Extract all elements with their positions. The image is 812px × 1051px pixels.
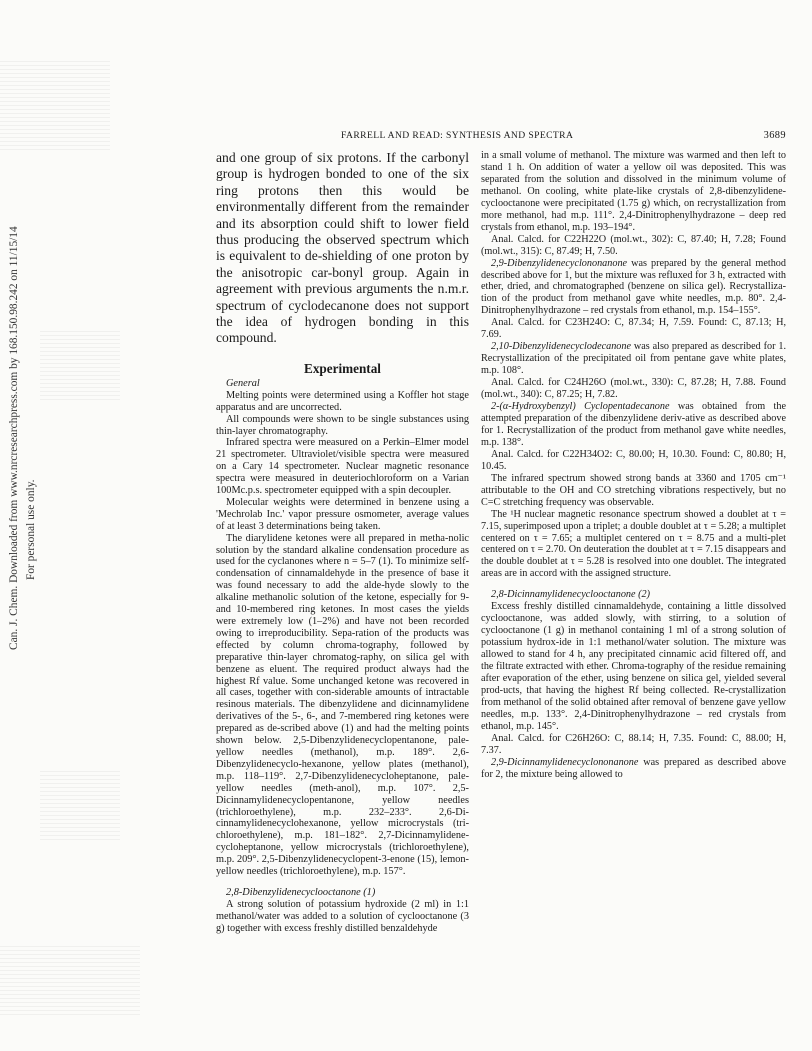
left-column <box>216 150 469 935</box>
section-heading-experimental: Experimental <box>304 360 381 376</box>
paragraph: 2,10-Dibenzylidenecyclodecanone was also prepared as described for 1. Recrystallization of the precipitated oil from pentane gave white plates, m.p. 108°. <box>481 341 786 377</box>
paragraph: The diarylidene ketones were all prepared in metha-nolic solution by the standard alkaline condensation procedure as used for the cyclanones where n = 5–7 (1). To minimize self-condensation of cinnamaldehyde in the presence of base it was found necessary to add the alde-hyde slowly to the alkaline methanolic solution of the ketone, especially for 9- and 10-membered ring ketones. In most cases the yields were extremely low (1–2%) and have not been recorded owing to irreproducibility. Sepa-ration of the products was effected by column chroma-tography, followed by preparative thin-layer chromatog-raphy, on silica gel with benzene as eluent. The required product always had the highest Rf value. Some unchanged ketone was recovered in all cases, together with con-siderable amounts of intractable resinous materials. The dibenzylidene and dicinnamylidene derivatives of the 5-, 6-, and 7-membered ring ketones were prepared as de-scribed above (1) and had the melting points shown below. 2,5-Dibenzylidenecyclopentanone, pale-yellow needles (methanol), m.p. 189°. 2,6-Dibenzylidenecyclo-hexanone, yellow plates (methanol), m.p. 118–119°. 2,7-Dibenzylidenecycloheptanone, pale-yellow needles (meth-anol), m.p. 107°. 2,5-Dicinnamylidenecyclopentanone, yellow needles (trichloroethylene), m.p. 232–233°. 2,6-Di-cinnamylidenecyclohexanone, yellow microcrystals (tri-chloroethylene), m.p. 181–182°. 2,7-Dicinnamylidene-cycloheptanone, yellow microcrystals (trichloroethylene), m.p. 209°. 2,5-Dibenzylidenecyclopent-3-enone (15), lemon-yellow needles (trichloroethylene), m.p. 157°. <box>216 532 469 878</box>
watermark-line-2: For personal use only. <box>25 479 37 580</box>
scan-noise <box>40 330 120 400</box>
paragraph: 2-(α-Hydroxybenzyl) Cyclopentadecanone was obtained from the attempted preparation of the dibenzylidene deriv-ative as described above for 1. Recrystallization of the product from methanol gave white needles, m.p. 138°. <box>481 401 786 448</box>
right-column <box>481 150 786 781</box>
analysis-line: Anal. Calcd. for C26H26O: C, 88.14; H, 7.35. Found: C, 88.00; H, 7.37. <box>481 732 786 756</box>
download-watermark <box>8 226 46 650</box>
paragraph: 2,9-Dibenzylidenecyclononanone was prepared by the general method described above for 1, but the mixture was refluxed for 3 h, extracted with ether, dried, and chromatographed (benzene on silica gel). Recrystalliza-tion of the product from methanol gave white needles, m.p. 80°. 2,4-Dinitrophenylhydrazone – red crystals from ethanol, m.p. 154–155°. <box>481 257 786 317</box>
intro-paragraph: and one group of six protons. If the carbonyl group is hydrogen bonded to one of the six ring protons then this would be environmentally different from the remainder and its absorption could shift to lower field thus producing the observed spectrum which is equivalent to de-shielding of one proton by the anisotropic car-bonyl group. Again in agreement with previous arguments the n.m.r. spectrum of cyclodecanone does not support the idea of hydrogen bonding in this compound. <box>216 150 469 346</box>
paragraph: Melting points were determined using a Koffler hot stage apparatus and are uncorrected. <box>216 389 469 413</box>
subsection-heading-compound-2: 2,8-Dicinnamylidenecyclooctanone (2) <box>491 589 650 601</box>
paragraph: Molecular weights were determined in benzene using a 'Mechrolab Inc.' vapor pressure osmometer, average values of at least 3 determinations being taken. <box>216 496 469 532</box>
scan-noise <box>0 60 110 150</box>
paragraph: The ¹H nuclear magnetic resonance spectrum showed a doublet at τ = 7.15, superimposed upon a triplet; a double doublet at τ = 5.28; a multiplet centered on τ = 7.65; a multiplet centered on τ = 8.75 and a multi-plet centered on τ = 2.70. On deuteration the doublet at τ = 7.15 disappears and the double doublet at τ = 5.28 is resolved into one doublet. The integrated areas are in accord with the assigned structure. <box>481 508 786 580</box>
scan-noise <box>40 770 120 840</box>
page-header <box>216 130 786 146</box>
paragraph: Excess freshly distilled cinnamaldehyde, containing a little dissolved cyclooctanone, was added slowly, with stirring, to a solution of cyclooctanone (1 g) in methanol containing 1 ml of a strong solution of potassium hydrox-ide in 1:1 methanol/water solution. The mixture was allowed to stand for 4 h, any precipitated cinnamic acid filtered off, and the filtrate extracted with ether. Chroma-tography of the residue remaining after evaporation of the ether, using benzene on silica gel, yielded several prod-ucts, that having the highest Rf being collected. Re-crystallization from methanol of the solid obtained after removal of benzene gave yellow needles, m.p. 133°. 2,4-Dinitrophenylhydrazone – red crystals from ethanol, m.p. 145°. <box>481 601 786 732</box>
scan-noise <box>0 945 140 1015</box>
analysis-line: Anal. Calcd. for C23H24O: C, 87.34; H, 7.59. Found: C, 87.13; H, 7.69. <box>481 317 786 341</box>
paragraph: The infrared spectrum showed strong bands at 3360 and 1705 cm⁻¹ attributable to the OH and CO stretching vibrations respectively, but no C=C stretching frequency was observable. <box>481 472 786 508</box>
analysis-line: Anal. Calcd. for C22H34O2: C, 80.00; H, 10.30. Found: C, 80.80; H, 10.45. <box>481 448 786 472</box>
compound-name: 2,10-Dibenzylidenecyclodecanone <box>491 341 632 353</box>
paragraph: in a small volume of methanol. The mixture was warmed and then left to stand 1 h. On addition of water a yellow oil was deposited. This was separated from the solution and dissolved in the minimum volume of methanol. On cooling, white plate-like crystals of 2,8-dibenzylidene-cyclooctanone were precipitated (1.75 g) which, on recrystallization from more methanol, had m.p. 111°. 2,4-Dinitrophenylhydrazone – deep red crystals from ethanol, m.p. 193–194°. <box>481 150 786 233</box>
paragraph: 2,9-Dicinnamylidenecyclononanone was prepared as described above for 2, the mixture being allowed to <box>481 756 786 780</box>
compound-name: 2-(α-Hydroxybenzyl) Cyclopentadecanone <box>491 401 670 413</box>
paragraph: A strong solution of potassium hydroxide (2 ml) in 1:1 methanol/water was added to a solution of cyclooctanone (3 g) together with excess freshly distilled benzaldehyde <box>216 898 469 934</box>
paragraph: Infrared spectra were measured on a Perkin–Elmer model 21 spectrometer. Ultraviolet/visible spectra were measured on a Cary 14 spectrometer. Nuclear magnetic resonance spectra were measured in deuteriochloroform on a Varian 100Mc.p.s. spectrometer equipped with a spin decoupler. <box>216 437 469 497</box>
compound-name: 2,9-Dibenzylidenecyclononanone <box>491 257 628 269</box>
watermark-line-1: Can. J. Chem. Downloaded from www.nrcresearchpress.com by 168.150.98.242 on 11/15/14 <box>8 226 20 650</box>
analysis-line: Anal. Calcd. for C24H26O (mol.wt., 330): C, 87.28; H, 7.88. Found (mol.wt., 340): C, 87.25; H, 7.82. <box>481 377 786 401</box>
paragraph: All compounds were shown to be single substances using thin-layer chromatography. <box>216 413 469 437</box>
analysis-line: Anal. Calcd. for C22H22O (mol.wt., 302): C, 87.40; H, 7.28; Found (mol.wt., 315): C, 87.49; H, 7.50. <box>481 233 786 257</box>
running-head: FARRELL AND READ: SYNTHESIS AND SPECTRA <box>341 130 574 141</box>
subsection-heading-compound-1: 2,8-Dibenzylidenecyclooctanone (1) <box>226 886 376 898</box>
page-number: 3689 <box>763 130 786 141</box>
subsection-heading-general: General <box>226 377 260 389</box>
compound-name: 2,9-Dicinnamylidenecyclononanone <box>491 756 639 768</box>
